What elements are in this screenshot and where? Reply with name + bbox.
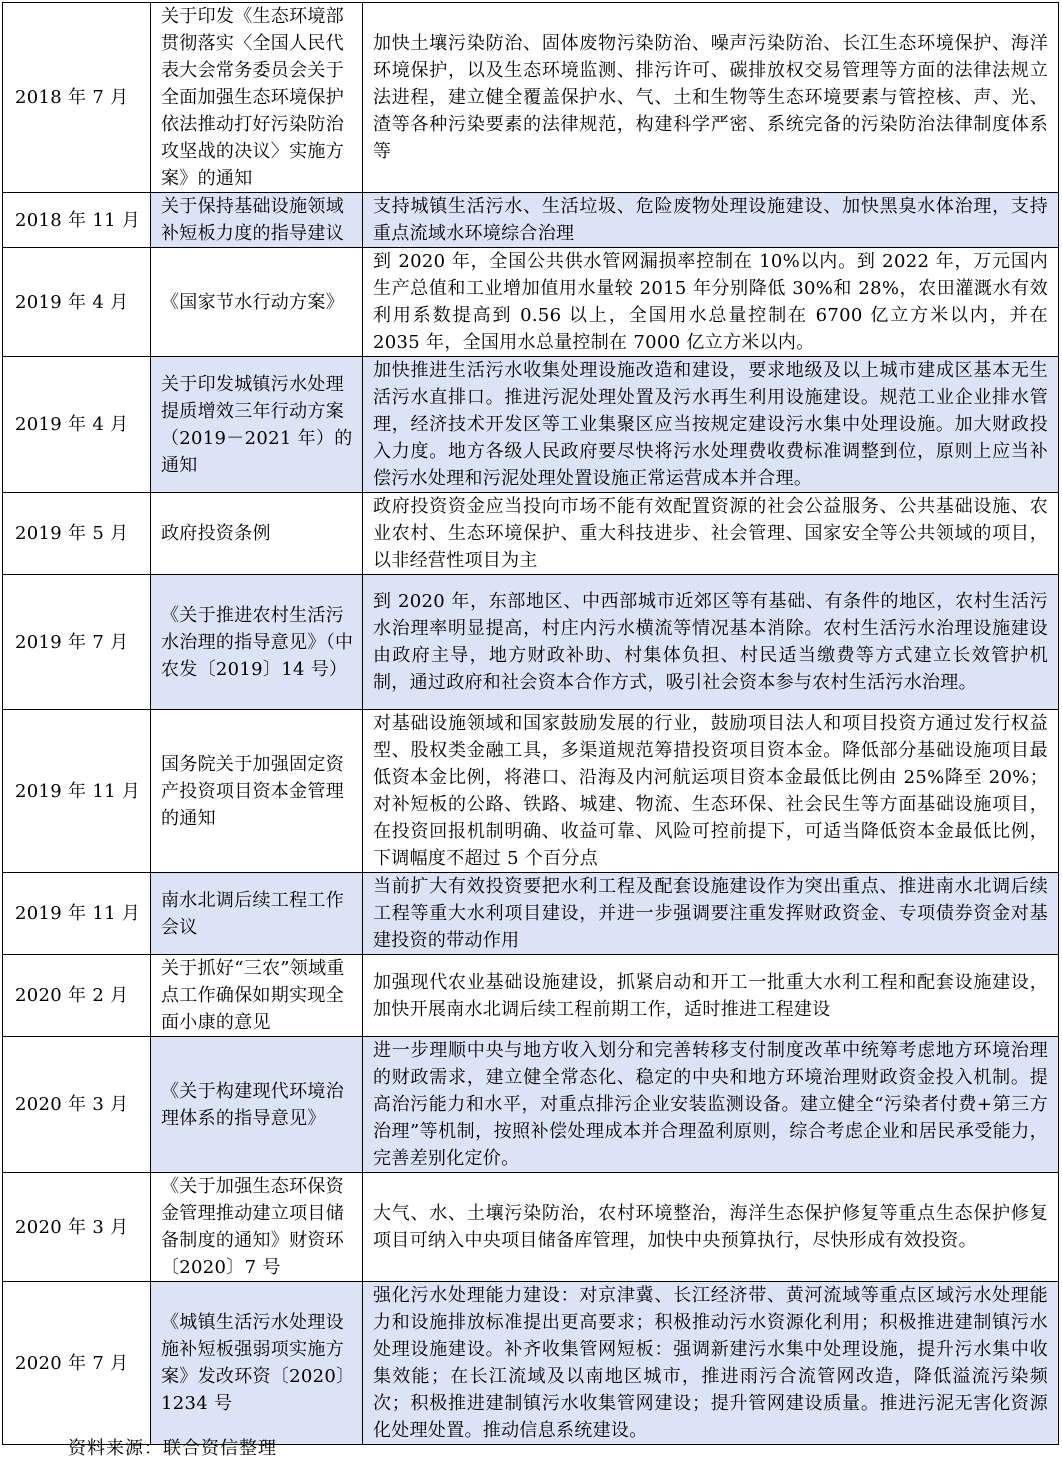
row-date: 2020 年 2 月 — [3, 955, 151, 1037]
row-policy-content: 当前扩大有效投资要把水利工程及配套设施建设作为突出重点、推进南水北调后续工程等重大水利项目建设，并进一步强调要注重发挥财政资金、专项债券资金对基建投资的带动作用 — [363, 873, 1059, 955]
row-date: 2019 年 11 月 — [3, 710, 151, 873]
row-policy-title: 关于保持基础设施领域补短板力度的指导建议 — [151, 193, 363, 248]
table-row — [3, 955, 1059, 1037]
row-policy-title: 《关于加强生态环保资金管理推动建立项目储备制度的通知》财资环〔2020〕7 号 — [151, 1173, 363, 1282]
policy-table — [2, 2, 1059, 1445]
row-date: 2018 年 7 月 — [3, 3, 151, 193]
row-policy-content: 政府投资资金应当投向市场不能有效配置资源的社会公益服务、公共基础设施、农业农村、生态环境保护、重大科技进步、社会管理、国家安全等公共领域的项目，以非经营性项目为主 — [363, 493, 1059, 575]
table-row — [3, 575, 1059, 710]
row-policy-content: 到 2020 年，东部地区、中西部城市近郊区等有基础、有条件的地区，农村生活污水治理率明显提高，村庄内污水横流等情况基本消除。农村生活污水治理设施建设由政府主导，地方财政补助、村集体负担、村民适当缴费等方式建立长效管护机制，通过政府和社会资本合作方式，吸引社会资本参与农村生活污水治理。 — [363, 575, 1059, 710]
row-date: 2019 年 11 月 — [3, 873, 151, 955]
row-policy-title: 关于印发城镇污水处理提质增效三年行动方案（2019－2021 年）的通知 — [151, 357, 363, 493]
row-policy-title: 《国家节水行动方案》 — [151, 248, 363, 357]
row-date: 2020 年 3 月 — [3, 1037, 151, 1173]
row-policy-title: 关于印发《生态环境部贯彻落实〈全国人民代表大会常务委员会关于全面加强生态环境保护依法推动打好污染防治攻坚战的决议〉实施方案》的通知 — [151, 3, 363, 193]
row-date: 2019 年 4 月 — [3, 357, 151, 493]
table-row — [3, 710, 1059, 873]
row-policy-title: 《关于构建现代环境治理体系的指导意见》 — [151, 1037, 363, 1173]
row-policy-title: 政府投资条例 — [151, 493, 363, 575]
row-date: 2019 年 4 月 — [3, 248, 151, 357]
table-row — [3, 3, 1059, 193]
row-date: 2019 年 5 月 — [3, 493, 151, 575]
row-policy-content: 加强现代农业基础设施建设，抓紧启动和开工一批重大水利工程和配套设施建设，加快开展南水北调后续工程前期工作，适时推进工程建设 — [363, 955, 1059, 1037]
table-row — [3, 248, 1059, 357]
row-policy-title: 南水北调后续工程工作会议 — [151, 873, 363, 955]
table-row — [3, 1037, 1059, 1173]
row-date: 2020 年 7 月 — [3, 1282, 151, 1445]
row-policy-content: 大气、水、土壤污染防治，农村环境整治，海洋生态保护修复等重点生态保护修复项目可纳入中央项目储备库管理，加快中央预算执行，尽快形成有效投资。 — [363, 1173, 1059, 1282]
row-policy-content: 支持城镇生活污水、生活垃圾、危险废物处理设施建设、加快黑臭水体治理，支持重点流域水环境综合治理 — [363, 193, 1059, 248]
row-policy-title: 关于抓好“三农”领域重点工作确保如期实现全面小康的意见 — [151, 955, 363, 1037]
row-policy-title: 《关于推进农村生活污水治理的指导意见》（中农发〔2019〕14 号） — [151, 575, 363, 710]
row-policy-content: 加快推进生活污水收集处理设施改造和建设，要求地级及以上城市建成区基本无生活污水直排口。推进污泥处理处置及污水再生利用设施建设。规范工业企业排水管理，经济技术开发区等工业集聚区应当按规定建设污水集中处理设施。加大财政投入力度。地方各级人民政府要尽快将污水处理费收费标准调整到位，原则上应当补偿污水处理和污泥处理处置设施正常运营成本并合理。 — [363, 357, 1059, 493]
table-row — [3, 493, 1059, 575]
row-policy-title: 《城镇生活污水处理设施补短板强弱项实施方案》发改环资〔2020〕1234 号 — [151, 1282, 363, 1445]
row-policy-content: 加快土壤污染防治、固体废物污染防治、噪声污染防治、长江生态环境保护、海洋环境保护，以及生态环境监测、排污许可、碳排放权交易管理等方面的法律法规立法进程，建立健全覆盖保护水、气、土和生物等生态环境要素与管控核、声、光、渣等各种污染要素的法律规范，构建科学严密、系统完备的污染防治法律制度体系等 — [363, 3, 1059, 193]
row-policy-title: 国务院关于加强固定资产投资项目资本金管理的通知 — [151, 710, 363, 873]
row-policy-content: 强化污水处理能力建设：对京津冀、长江经济带、黄河流域等重点区域污水处理能力和设施排放标准提出更高要求；积极推动污水资源化利用；积极推进建制镇污水处理设施建设。补齐收集管网短板：强调新建污水集中处理设施，提升污水集中收集效能；在长江流域及以南地区城市，推进雨污合流管网改造，降低溢流污染频次；积极推进建制镇污水收集管网建设；提升管网建设质量。推进污泥无害化资源化处理处置。推动信息系统建设。 — [363, 1282, 1059, 1445]
table-row — [3, 357, 1059, 493]
policy-table-body — [3, 3, 1059, 1445]
row-date: 2020 年 3 月 — [3, 1173, 151, 1282]
row-policy-content: 对基础设施领域和国家鼓励发展的行业，鼓励项目法人和项目投资方通过发行权益型、股权类金融工具，多渠道规范筹措投资项目资本金。降低部分基础设施项目最低资本金比例，将港口、沿海及内河航运项目资本金最低比例由 25%降至 20%；对补短板的公路、铁路、城建、物流、生态环保、社会民生等方面基础设施项目，在投资回报机制明确、收益可靠、风险可控前提下，可适当降低资本金最低比例，下调幅度不超过 5 个百分点 — [363, 710, 1059, 873]
source-note: 资料来源：联合资信整理 — [68, 1438, 277, 1459]
row-policy-content: 进一步理顺中央与地方收入划分和完善转移支付制度改革中统筹考虑地方环境治理的财政需求，建立健全常态化、稳定的中央和地方环境治理财政资金投入机制。提高治污能力和水平，对重点排污企业安装监测设备。建立健全“污染者付费+第三方治理”等机制，按照补偿处理成本并合理盈利原则，综合考虑企业和居民承受能力，完善差别化定价。 — [363, 1037, 1059, 1173]
row-date: 2019 年 7 月 — [3, 575, 151, 710]
row-date: 2018 年 11 月 — [3, 193, 151, 248]
table-row — [3, 1282, 1059, 1445]
row-policy-content: 到 2020 年，全国公共供水管网漏损率控制在 10%以内。到 2022 年，万元国内生产总值和工业增加值用水量较 2015 年分别降低 30%和 28%，农田灌溉水有效利用系数提高到 0.56 以上，全国用水总量控制在 6700 亿立方米以内，并在 2035 年，全国用水总量控制在 7000 亿立方米以内。 — [363, 248, 1059, 357]
table-row — [3, 193, 1059, 248]
table-row — [3, 1173, 1059, 1282]
table-row — [3, 873, 1059, 955]
